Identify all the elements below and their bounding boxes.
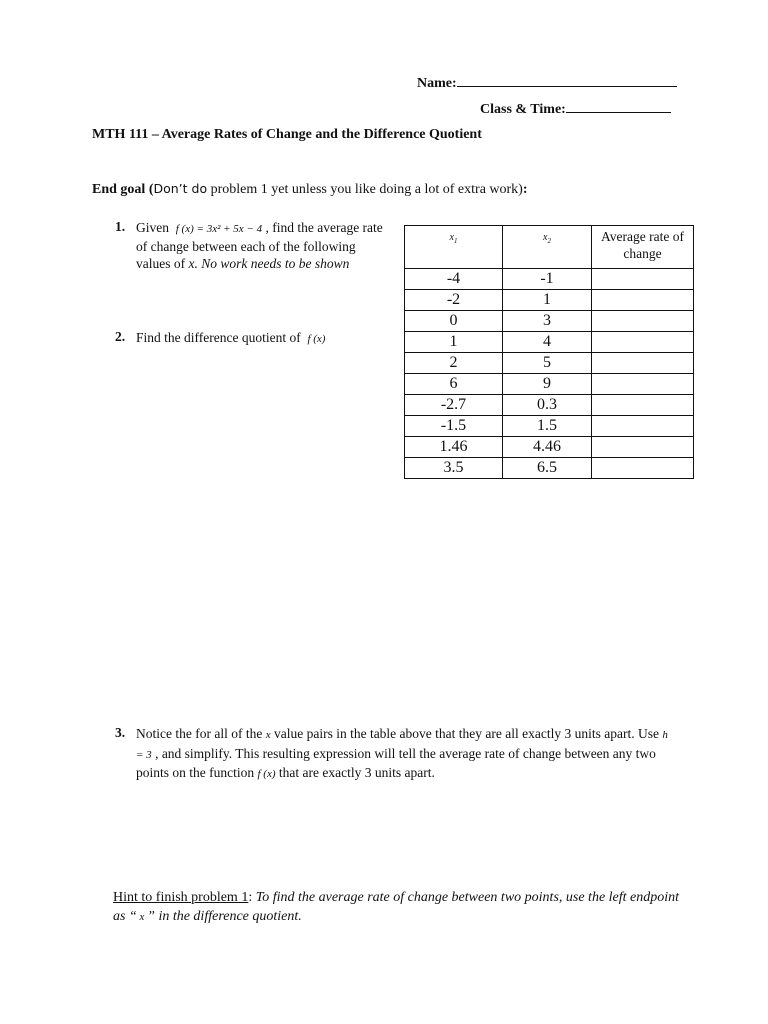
cell-average-rate[interactable]: [592, 374, 694, 395]
cell-average-rate[interactable]: [592, 353, 694, 374]
end-goal: [92, 181, 528, 198]
cell-x1: -2: [405, 290, 503, 311]
class-time-field[interactable]: [480, 100, 671, 118]
hint-label: Hint to finish problem 1: [113, 890, 249, 905]
table-row: [405, 416, 694, 437]
cell-average-rate[interactable]: [592, 395, 694, 416]
problem-3-h: h = 3: [136, 729, 668, 761]
problem-3-t4: that are exactly 3 units apart.: [275, 765, 435, 780]
hint-quote-open: “: [128, 909, 137, 924]
hint: [113, 888, 693, 927]
cell-x1: 1.46: [405, 437, 503, 458]
name-field[interactable]: [417, 74, 677, 92]
table-row: [405, 374, 694, 395]
cell-x1: 0: [405, 311, 503, 332]
cell-average-rate[interactable]: [592, 437, 694, 458]
table-row: [405, 332, 694, 353]
problem-2-number: 2.: [115, 329, 126, 344]
problem-1-number: 1.: [115, 219, 126, 234]
hint-t2: in the difference quotient.: [154, 909, 302, 924]
cell-average-rate[interactable]: [592, 332, 694, 353]
table-body: [405, 269, 694, 479]
problem-1-text: [136, 219, 391, 272]
end-goal-note-b: problem 1 yet unless you like doing a lot of extra work): [207, 182, 523, 197]
problem-1-given: Given: [136, 220, 169, 235]
hint-colon: :: [248, 890, 253, 905]
end-goal-paren: (: [145, 182, 154, 197]
problem-3-t1: Notice the for all of the: [136, 726, 266, 741]
cell-x2: 4.46: [503, 437, 592, 458]
header-x2-sub: 2: [547, 237, 551, 245]
cell-x1: 3.5: [405, 458, 503, 479]
header-x2-var: x: [543, 232, 548, 243]
end-goal-colon: :: [522, 182, 528, 197]
cell-x1: -2.7: [405, 395, 503, 416]
table-row: [405, 290, 694, 311]
header-x1-var: x: [449, 232, 454, 243]
cell-average-rate[interactable]: [592, 416, 694, 437]
problem-3-x: x: [265, 729, 271, 741]
problem-2-function: f (x): [307, 333, 326, 345]
cell-x2: 5: [503, 353, 592, 374]
hint-quote-close: ”: [147, 909, 155, 924]
table-row: [405, 353, 694, 374]
cell-x2: -1: [503, 269, 592, 290]
cell-x1: 1: [405, 332, 503, 353]
table-header-row: [405, 226, 694, 269]
table-row: [405, 437, 694, 458]
cell-x2: 4: [503, 332, 592, 353]
cell-x1: -4: [405, 269, 503, 290]
cell-x2: 9: [503, 374, 592, 395]
name-blank[interactable]: [457, 74, 677, 87]
end-goal-note-a: Don’t do: [153, 181, 208, 196]
cell-x1: 2: [405, 353, 503, 374]
cell-x2: 0.3: [503, 395, 592, 416]
problem-1-italic-note: No work needs to be shown: [197, 256, 350, 271]
cell-x2: 6.5: [503, 458, 592, 479]
class-time-blank[interactable]: [566, 100, 671, 113]
page-title: MTH 111 – Average Rates of Change and the Difference Quotient: [92, 127, 482, 142]
cell-x1: -1.5: [405, 416, 503, 437]
hint-t1: To find the average rate of change between two points, use the left endpoint as: [113, 890, 680, 924]
table-row: [405, 458, 694, 479]
cell-average-rate[interactable]: [592, 290, 694, 311]
table-row: [405, 395, 694, 416]
cell-x2: 1.5: [503, 416, 592, 437]
cell-average-rate[interactable]: [592, 458, 694, 479]
problem-2-text: [136, 329, 396, 348]
cell-x2: 3: [503, 311, 592, 332]
problem-3-t2: value pairs in the table above that they are all exactly 3 units apart. Use: [270, 726, 663, 741]
rate-table: [404, 225, 694, 479]
header-x1: [405, 226, 503, 269]
problem-3-text: [136, 725, 676, 784]
problem-3-fx: f (x): [257, 768, 276, 780]
cell-average-rate[interactable]: [592, 311, 694, 332]
cell-x1: 6: [405, 374, 503, 395]
problem-1-x: x.: [188, 256, 198, 271]
header-x2: [503, 226, 592, 269]
cell-average-rate[interactable]: [592, 269, 694, 290]
table-row: [405, 311, 694, 332]
problem-1-function: f (x) = 3x² + 5x − 4: [175, 223, 263, 235]
hint-x: x: [136, 911, 148, 923]
problem-3-t3: , and simplify. This resulting expression will tell the average rate of change between any two points on the function: [136, 745, 656, 780]
class-time-label: Class & Time:: [480, 102, 566, 117]
name-label: Name:: [417, 76, 457, 91]
problem-1-body: , find the average rate of change between each of the following values of: [136, 220, 383, 271]
end-goal-label: End goal: [92, 182, 146, 197]
problem-3-number: 3.: [115, 725, 126, 740]
problem-2-body: Find the difference quotient of: [136, 330, 301, 345]
table-row: [405, 269, 694, 290]
header-x1-sub: 1: [453, 237, 458, 245]
cell-x2: 1: [503, 290, 592, 311]
header-average-rate: Average rate of change: [592, 226, 694, 269]
